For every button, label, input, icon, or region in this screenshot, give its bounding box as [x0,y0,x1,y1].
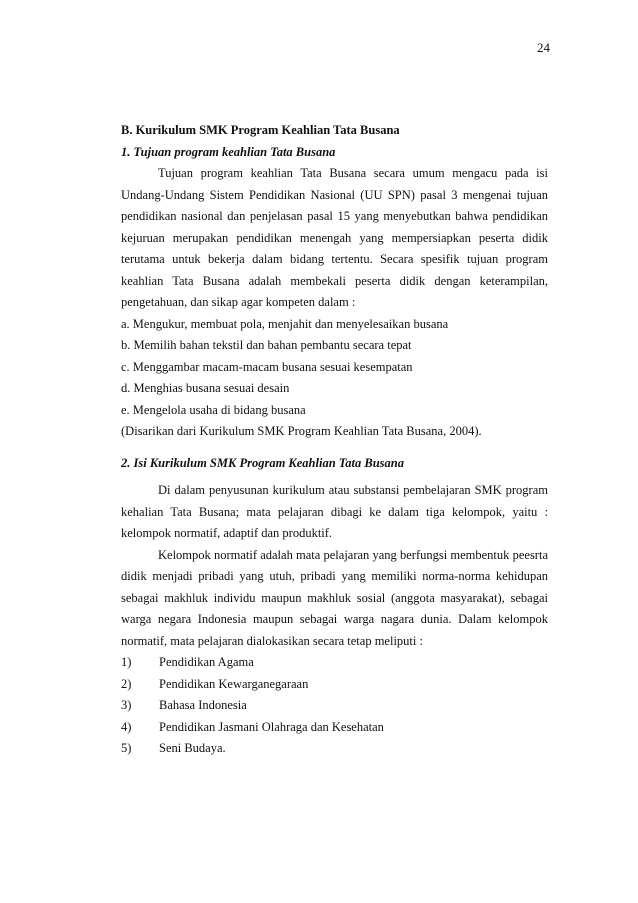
page-number: 24 [537,40,550,55]
item-text: Pendidikan Kewarganegaraan [159,676,309,691]
list-item: a. Mengukur, membuat pola, menjahit dan menyelesaikan busana [121,316,449,331]
numbered-item [121,738,548,760]
numbered-item [121,717,548,739]
subsection-2-heading: 2. Isi Kurikulum SMK Program Keahlian Tata Busana [121,455,404,470]
section-b-heading: B. Kurikulum SMK Program Keahlian Tata Busana [121,123,400,137]
item-text: Pendidikan Agama [159,655,254,669]
list-item: e. Mengelola usaha di bidang busana [121,402,306,417]
numbered-item [121,674,548,696]
list-item: b. Memilih bahan tekstil dan bahan pembantu secara tepat [121,338,412,352]
item-number: 3) [121,698,132,712]
subsection-1-heading: 1. Tujuan program keahlian Tata Busana [121,144,336,159]
item-number: 2) [121,676,132,691]
item-text: Pendidikan Jasmani Olahraga dan Kesehatan [159,719,384,734]
numbered-item [121,695,548,717]
numbered-item [121,652,548,674]
subsection-2-paragraph-1: Di dalam penyusunan kurikulum atau substansi pembelajaran SMK program kehalian Tata Busana; mata pelajaran dibagi ke dalam tiga kelompok, yaitu : kelompok normatif, adaptif dan produktif. [121,483,548,540]
item-number: 5) [121,741,132,755]
list-item: c. Menggambar macam-macam busana sesuai kesempatan [121,359,413,374]
item-text: Bahasa Indonesia [159,698,247,712]
item-number: 4) [121,719,132,734]
subsection-1-paragraph: Tujuan program keahlian Tata Busana secara umum mengacu pada isi Undang-Undang Sistem Pendidikan Nasional (UU SPN) pasal 3 mengenai tujuan pendidikan nasional dan penjelasan pasal 15 yang menyebutkan bahwa pendidikan kejuruan merupakan pendidikan menengah yang mempersiapkan peserta didik terutama untuk bekerja dalam bidang tertentu. Secara spesifik tujuan program keahlian Tata Busana adalah membekali peserta didik dengan keterampilan, pengetahuan, dan sikap agar kompeten dalam : [121,166,548,309]
item-number: 1) [121,655,132,669]
document-body [121,120,548,760]
item-text: Seni Budaya. [159,741,226,755]
list-item: d. Menghias busana sesuai desain [121,381,290,395]
subsection-2-paragraph-2: Kelompok normatif adalah mata pelajaran yang berfungsi membentuk peesrta didik menjadi pribadi yang utuh, pribadi yang memiliki norma-norma kehidupan sebagai makhluk individu maupun makhluk sosial (anggota masyarakat), sebagai warga negara Indonesia maupun sebagai warga nagara dunia. Dalam kelompok normatif, mata pelajaran dialokasikan secara tetap meliputi : [121,547,548,648]
citation: (Disarikan dari Kurikulum SMK Program Keahlian Tata Busana, 2004). [121,424,482,438]
